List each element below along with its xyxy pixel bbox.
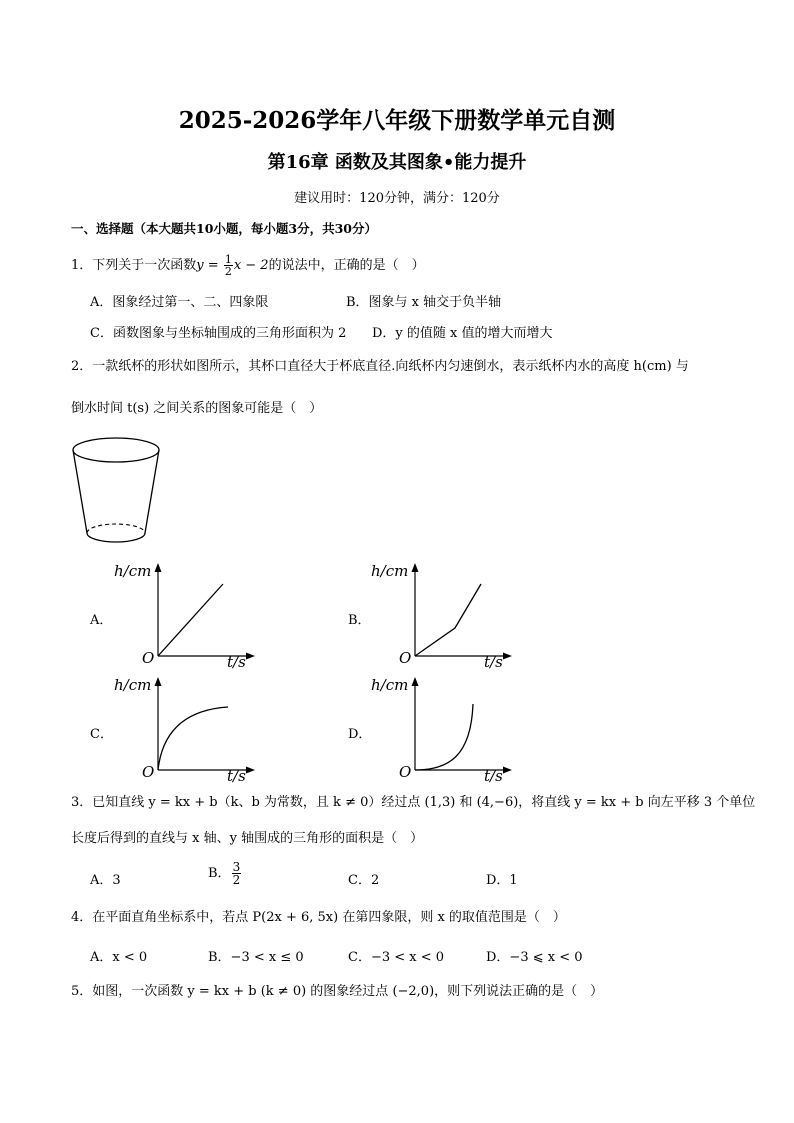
q3-option-d: D．1 — [486, 873, 518, 888]
graph-b-xlabel: t/s — [484, 653, 503, 671]
q4-option-a: A．x < 0 — [90, 950, 148, 965]
q1-option-c: C．函数图象与坐标轴围成的三角形面积为 2 — [90, 326, 347, 341]
graph-c-ylabel: h/cm — [114, 676, 152, 694]
question-1 — [71, 254, 425, 277]
q2-option-d-label: D． — [348, 727, 372, 742]
q2-line-1: 2．一款纸杯的形状如图所示，其杯口直径大于杯底直径.向纸杯内匀速倒水，表示纸杯内水的高度 h(cm) 与 — [71, 359, 689, 374]
q3-line-2: 长度后得到的直线与 x 轴、y 轴围成的三角形的面积是（ ） — [71, 831, 424, 846]
graph-a-origin: O — [142, 649, 155, 667]
q1-frac-den: 2 — [224, 265, 232, 278]
paper-cup-figure — [66, 428, 166, 552]
q5-line: 5．如图，一次函数 y = kx + b (k ≠ 0) 的图象经过点 (−2,0)，则下列说法正确的是（ ） — [71, 984, 604, 999]
graph-b-curve — [415, 584, 481, 656]
graph-b-origin: O — [399, 649, 412, 667]
q1-func-rest: x − 2 — [233, 258, 269, 273]
q2-option-b-label: B． — [348, 613, 371, 628]
graph-c-origin: O — [142, 763, 155, 781]
q4-option-c: C．−3 < x < 0 — [348, 950, 445, 965]
q1-option-a: A．图象经过第一、二、四象限 — [90, 295, 269, 310]
q1-frac-num: 1 — [224, 253, 232, 266]
q3-option-b — [208, 861, 242, 886]
q1-func-eq: = — [203, 258, 223, 273]
q1-prefix: 1．下列关于一次函数 — [71, 258, 197, 273]
graph-a-curve — [158, 584, 223, 656]
graph-d-ylabel: h/cm — [371, 676, 409, 694]
section-heading: 一、选择题（本大题共10小题，每小题3分，共30分） — [71, 221, 377, 236]
q3-option-b-fraction — [232, 861, 242, 886]
q3-option-b-num: 3 — [232, 860, 241, 874]
q3-option-c: C．2 — [348, 873, 380, 888]
q3-option-a: A．3 — [90, 873, 121, 888]
q2-option-a-label: A． — [90, 613, 113, 628]
graph-a-ylabel: h/cm — [114, 562, 152, 580]
graph-d-origin: O — [399, 763, 412, 781]
page-title: 2025-2026学年八年级下册数学单元自测 — [178, 107, 616, 134]
q1-fraction — [224, 254, 233, 277]
graph-b-ylabel: h/cm — [371, 562, 409, 580]
graph-c-xlabel: t/s — [227, 767, 246, 785]
q1-func-y: y — [196, 258, 204, 273]
graph-c-curve — [158, 707, 228, 770]
graph-d-xlabel: t/s — [484, 767, 503, 785]
q4-line: 4．在平面直角坐标系中，若点 P(2x + 6, 5x) 在第四象限，则 x 的取值范围是（ ） — [71, 910, 566, 925]
q4-option-d: D．−3 ⩽ x < 0 — [486, 950, 583, 965]
q3-option-b-label: B． — [208, 866, 231, 881]
q2-option-c-label: C． — [90, 727, 113, 742]
q1-option-b: B．图象与 x 轴交于负半轴 — [346, 295, 502, 310]
q3-line-1: 3．已知直线 y = kx + b（k、b 为常数，且 k ≠ 0）经过点 (1,3) 和 (4,−6)，将直线 y = kx + b 向左平移 3 个单位 — [71, 795, 756, 810]
q3-option-b-den: 2 — [232, 873, 241, 887]
q4-option-b: B．−3 < x ≤ 0 — [208, 950, 304, 965]
q2-graph-c — [110, 674, 260, 786]
graph-d-curve — [415, 704, 473, 770]
chapter-subtitle: 第16章 函数及其图象•能力提升 — [267, 152, 527, 173]
q2-line-2: 倒水时间 t(s) 之间关系的图象可能是（ ） — [71, 401, 323, 416]
q2-graph-b — [367, 560, 517, 672]
q2-graph-d — [367, 674, 517, 786]
q1-suffix: 的说法中，正确的是（ ） — [268, 258, 425, 273]
q1-option-d: D．y 的值随 x 值的增大而增大 — [372, 326, 553, 341]
graph-a-xlabel: t/s — [227, 653, 246, 671]
time-score-info: 建议用时：120分钟，满分：120分 — [294, 191, 500, 206]
q2-graph-a — [110, 560, 260, 672]
